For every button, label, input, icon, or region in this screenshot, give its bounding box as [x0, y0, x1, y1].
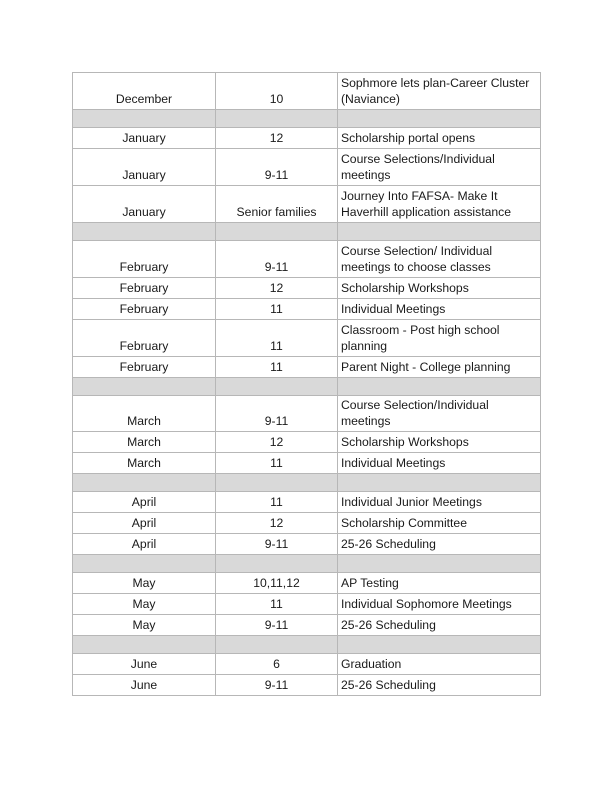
grade-cell: 9-11 — [216, 534, 338, 555]
schedule-table-body — [73, 73, 541, 696]
grade-cell: 11 — [216, 299, 338, 320]
event-cell: Individual Junior Meetings — [338, 492, 541, 513]
table-row — [73, 594, 541, 615]
event-cell: 25-26 Scheduling — [338, 615, 541, 636]
event-cell: Scholarship Committee — [338, 513, 541, 534]
event-cell: 25-26 Scheduling — [338, 675, 541, 696]
event-cell: Individual Meetings — [338, 299, 541, 320]
table-row — [73, 241, 541, 278]
table-row — [73, 149, 541, 186]
separator-cell — [216, 110, 338, 128]
event-cell: Scholarship portal opens — [338, 128, 541, 149]
event-cell: Sophmore lets plan-Career Cluster (Naviance) — [338, 73, 541, 110]
month-cell: February — [73, 357, 216, 378]
separator-row — [73, 378, 541, 396]
table-row — [73, 675, 541, 696]
separator-row — [73, 223, 541, 241]
table-row — [73, 573, 541, 594]
separator-cell — [338, 223, 541, 241]
separator-cell — [338, 110, 541, 128]
separator-cell — [73, 378, 216, 396]
grade-cell: 12 — [216, 278, 338, 299]
table-row — [73, 513, 541, 534]
table-row — [73, 299, 541, 320]
grade-cell: 10,11,12 — [216, 573, 338, 594]
grade-cell: 10 — [216, 73, 338, 110]
separator-row — [73, 555, 541, 573]
event-cell: Course Selection/Individual meetings — [338, 396, 541, 432]
month-cell: May — [73, 573, 216, 594]
month-cell: May — [73, 594, 216, 615]
table-row — [73, 278, 541, 299]
separator-cell — [216, 636, 338, 654]
table-row — [73, 453, 541, 474]
month-cell: February — [73, 241, 216, 278]
table-row — [73, 320, 541, 357]
event-cell: Scholarship Workshops — [338, 278, 541, 299]
month-cell: February — [73, 320, 216, 357]
grade-cell: Senior families — [216, 186, 338, 223]
month-cell: March — [73, 453, 216, 474]
month-cell: February — [73, 299, 216, 320]
month-cell: January — [73, 149, 216, 186]
grade-cell: 11 — [216, 594, 338, 615]
table-row — [73, 534, 541, 555]
separator-cell — [73, 223, 216, 241]
grade-cell: 11 — [216, 320, 338, 357]
table-row — [73, 492, 541, 513]
separator-cell — [338, 555, 541, 573]
grade-cell: 9-11 — [216, 675, 338, 696]
schedule-table — [72, 72, 541, 696]
grade-cell: 12 — [216, 128, 338, 149]
table-row — [73, 357, 541, 378]
separator-cell — [216, 555, 338, 573]
grade-cell: 12 — [216, 513, 338, 534]
separator-row — [73, 636, 541, 654]
event-cell: Parent Night - College planning — [338, 357, 541, 378]
event-cell: Course Selections/Individual meetings — [338, 149, 541, 186]
month-cell: June — [73, 654, 216, 675]
month-cell: March — [73, 396, 216, 432]
event-cell: Graduation — [338, 654, 541, 675]
separator-row — [73, 110, 541, 128]
separator-cell — [73, 555, 216, 573]
separator-cell — [338, 636, 541, 654]
month-cell: December — [73, 73, 216, 110]
grade-cell: 11 — [216, 492, 338, 513]
month-cell: February — [73, 278, 216, 299]
event-cell: Classroom - Post high school planning — [338, 320, 541, 357]
month-cell: April — [73, 534, 216, 555]
event-cell: Individual Meetings — [338, 453, 541, 474]
grade-cell: 6 — [216, 654, 338, 675]
separator-cell — [338, 378, 541, 396]
table-row — [73, 615, 541, 636]
month-cell: April — [73, 492, 216, 513]
separator-cell — [216, 474, 338, 492]
grade-cell: 11 — [216, 357, 338, 378]
separator-cell — [338, 474, 541, 492]
month-cell: May — [73, 615, 216, 636]
event-cell: 25-26 Scheduling — [338, 534, 541, 555]
table-row — [73, 128, 541, 149]
table-row — [73, 396, 541, 432]
month-cell: June — [73, 675, 216, 696]
month-cell: January — [73, 186, 216, 223]
event-cell: AP Testing — [338, 573, 541, 594]
event-cell: Course Selection/ Individual meetings to choose classes — [338, 241, 541, 278]
table-row — [73, 432, 541, 453]
grade-cell: 9-11 — [216, 241, 338, 278]
table-row — [73, 73, 541, 110]
separator-cell — [216, 378, 338, 396]
event-cell: Individual Sophomore Meetings — [338, 594, 541, 615]
grade-cell: 9-11 — [216, 615, 338, 636]
grade-cell: 9-11 — [216, 149, 338, 186]
month-cell: April — [73, 513, 216, 534]
table-row — [73, 186, 541, 223]
event-cell: Scholarship Workshops — [338, 432, 541, 453]
grade-cell: 12 — [216, 432, 338, 453]
grade-cell: 9-11 — [216, 396, 338, 432]
separator-cell — [73, 110, 216, 128]
separator-row — [73, 474, 541, 492]
separator-cell — [216, 223, 338, 241]
separator-cell — [73, 474, 216, 492]
month-cell: March — [73, 432, 216, 453]
month-cell: January — [73, 128, 216, 149]
table-row — [73, 654, 541, 675]
grade-cell: 11 — [216, 453, 338, 474]
separator-cell — [73, 636, 216, 654]
event-cell: Journey Into FAFSA- Make It Haverhill application assistance — [338, 186, 541, 223]
